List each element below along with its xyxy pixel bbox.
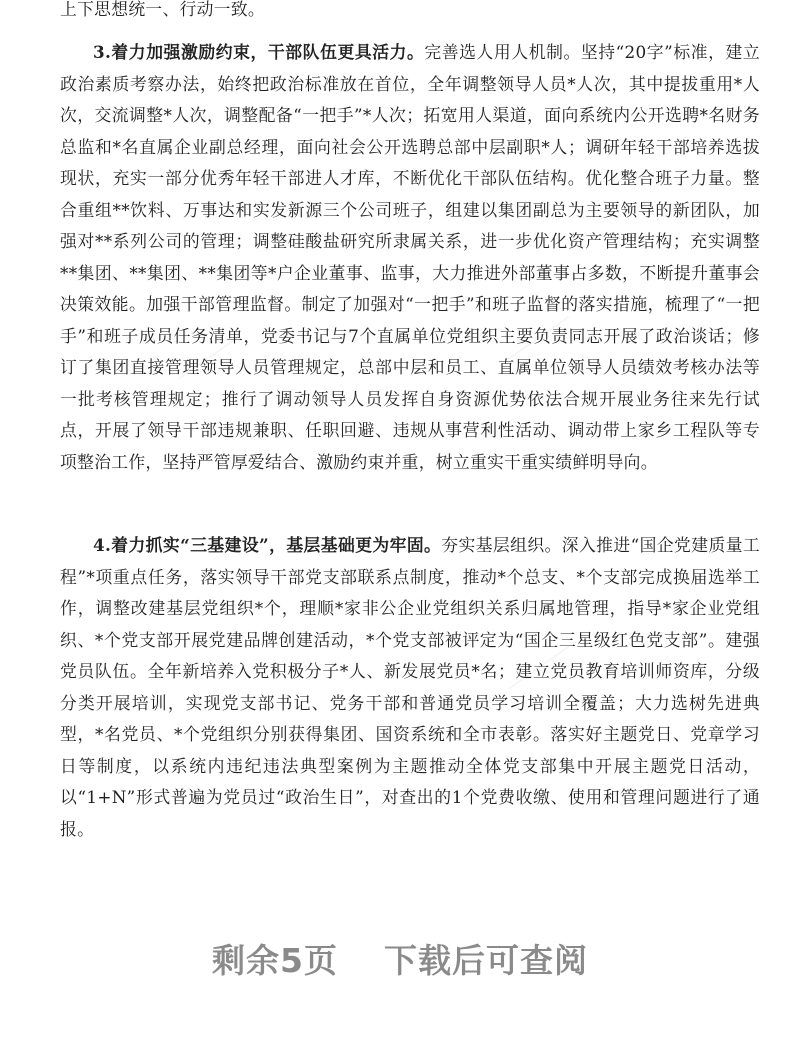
remaining-pages-text: 剩余5页 — [212, 941, 338, 980]
section-3-heading: 3.着力加强激励约束，干部队伍更具活力。 — [93, 42, 425, 62]
download-banner[interactable] — [0, 935, 800, 982]
download-hint-text: 下载后可查阅 — [383, 941, 588, 980]
section-4-paragraph — [60, 530, 760, 845]
section-3-body: 完善选人用人机制。坚持“20字”标准，建立政治素质考察办法，始终把政治标准放在首位，全年调整领导人员*人次，其中提拔重用*人次，交流调整*人次，调整配备“一把手”*人次；拓宽用人渠道，面向系统内公开选聘*名财务总监和*名直属企业副总经理，面向社会公开选聘总部中层副职*人；调研年轻干部培养选拔现状，充实一部分优秀年轻干部进人才库，不断优化干部队伍结构。优化整合班子力量。整合重组**饮料、万事达和实发新源三个公司班子，组建以集团副总为主要领导的新团队，加强对**系列公司的管理；调整硅酸盐研究所隶属关系，进一步优化资产管理结构；充实调整**集团、**集团、**集团等*户企业董事、监事，大力推进外部董事占多数，不断提升董事会决策效能。加强干部管理监督。制定了加强对“一把手”和班子监督的落实措施，梳理了“一把手”和班子成员任务清单，党委书记与7个直属单位党组织主要负责同志开展了政治谈话；修订了集团直接管理领导人员管理规定，总部中层和员工、直属单位领导人员绩效考核办法等一批考核管理规定；推行了调动领导人员发挥自身资源优势依法合规开展业务往来先行试点，开展了领导干部违规兼职、任职回避、违规从事营利性活动、调动带上家乡工程队等专项整治工作，坚持严管厚爱结合、激励约束并重，树立重实干重实绩鲜明导向。 — [60, 42, 760, 472]
section-4-heading: 4.着力抓实“三基建设”，基层基础更为牢固。 — [93, 535, 442, 555]
paragraph-fragment: 上下思想统一、行动一致。 — [60, 0, 265, 19]
section-4-body: 夯实基层组织。深入推进“国企党建质量工程”*项重点任务，落实领导干部党支部联系点制度，推动*个总支、*个支部完成换届选举工作，调整改建基层党组织*个，理顺*家非公企业党组织关系归属地管理，指导*家企业党组织、*个党支部开展党建品牌创建活动，*个党支部被评定为“国企三星级红色党支部”。建强党员队伍。全年新培养入党积极分子*人、新发展党员*名；建立党员教育培训师资库，分级分类开展培训，实现党支部书记、党务干部和普通党员学习培训全覆盖；大力选树先进典型，*名党员、*个党组织分别获得集团、国资系统和全市表彰。落实好主题党日、党章学习日等制度，以系统内违纪违法典型案例为主题推动全体党支部集中开展主题党日活动，以“1+N”形式普遍为党员过“政治生日”，对查出的1个党费收缴、使用和管理问题进行了通报。 — [60, 535, 760, 839]
section-3-paragraph — [60, 37, 760, 478]
